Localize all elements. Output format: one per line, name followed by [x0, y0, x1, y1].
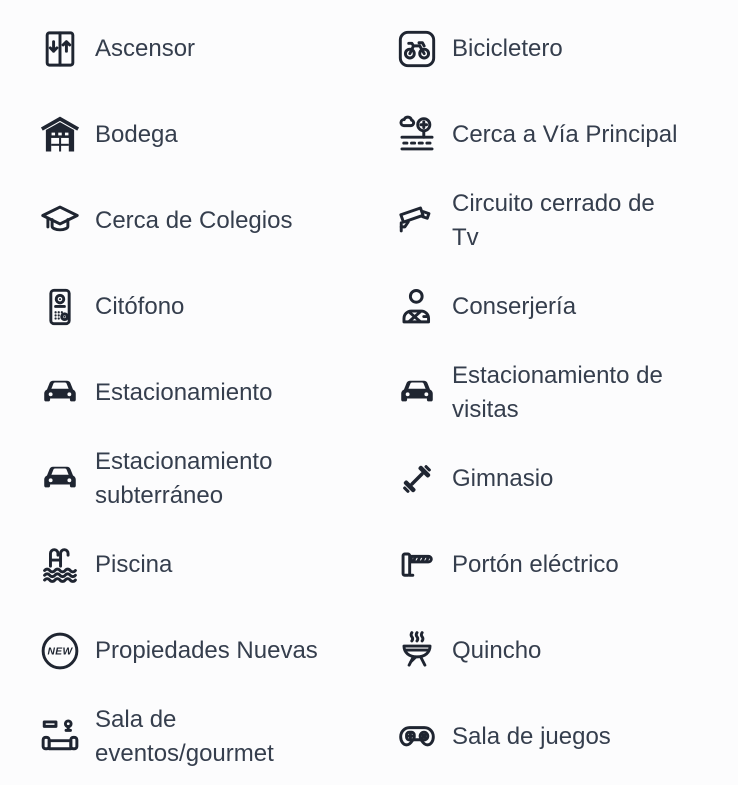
car-icon: [38, 371, 82, 415]
intercom-icon: [38, 285, 82, 329]
amenity-label: Sala de juegos: [452, 723, 611, 750]
car-icon: [38, 457, 82, 501]
amenity-label: Conserjería: [452, 293, 577, 320]
new-badge-text: NEW: [47, 646, 73, 658]
amenity-sala-juegos: [395, 694, 738, 780]
new-badge-icon: [38, 629, 82, 673]
amenity-label: Bodega: [95, 121, 178, 148]
amenity-quincho: [395, 608, 738, 694]
amenity-propiedades-nuevas: [38, 608, 395, 694]
amenity-estacionamiento: [38, 350, 395, 436]
amenity-porton-electrico: [395, 522, 738, 608]
amenity-label: Estacionamiento: [95, 379, 273, 406]
amenity-citofono: [38, 264, 395, 350]
amenity-label: Cerca a Vía Principal: [452, 121, 678, 148]
amenity-label: Circuito cerrado de Tv: [452, 190, 655, 251]
car-icon: [395, 371, 439, 415]
amenity-label: Citófono: [95, 293, 185, 320]
pool-ladder-icon: [38, 543, 82, 587]
amenity-estacionamiento-visitas: [395, 350, 738, 436]
amenity-cerca-colegios: [38, 178, 395, 264]
concierge-icon: [395, 285, 439, 329]
amenity-label: Propiedades Nuevas: [95, 637, 318, 664]
amenity-label: Estacionamiento de visitas: [452, 362, 663, 423]
amenity-bicicletero: [395, 6, 738, 92]
barrier-gate-icon: [395, 543, 439, 587]
road-tree-icon: [395, 113, 439, 157]
amenity-label: Quincho: [452, 637, 542, 664]
grill-icon: [395, 629, 439, 673]
graduation-cap-icon: [38, 199, 82, 243]
amenity-label: Portón eléctrico: [452, 551, 619, 578]
amenity-label: Gimnasio: [452, 465, 554, 492]
amenity-ascensor: [38, 6, 395, 92]
warehouse-icon: [38, 113, 82, 157]
amenity-circuito-cerrado-tv: [395, 178, 738, 264]
elevator-icon: [38, 27, 82, 71]
amenity-sala-eventos-gourmet: [38, 694, 395, 780]
amenity-piscina: [38, 522, 395, 608]
amenity-label: Cerca de Colegios: [95, 207, 293, 234]
gamepad-icon: [395, 715, 439, 759]
cctv-camera-icon: [395, 199, 439, 243]
amenity-conserjeria: [395, 264, 738, 350]
amenity-estacionamiento-subterraneo: [38, 436, 395, 522]
amenity-label: Piscina: [95, 551, 173, 578]
amenity-label: Ascensor: [95, 35, 196, 62]
amenity-gimnasio: [395, 436, 738, 522]
amenity-label: Bicicletero: [452, 35, 563, 62]
dumbbell-icon: [395, 457, 439, 501]
amenity-cerca-via-principal: [395, 92, 738, 178]
lounge-icon: [38, 715, 82, 759]
amenity-label: Estacionamiento subterráneo: [95, 448, 273, 509]
amenity-bodega: [38, 92, 395, 178]
amenity-label: Sala de eventos/gourmet: [95, 706, 274, 767]
bicycle-icon: [395, 27, 439, 71]
